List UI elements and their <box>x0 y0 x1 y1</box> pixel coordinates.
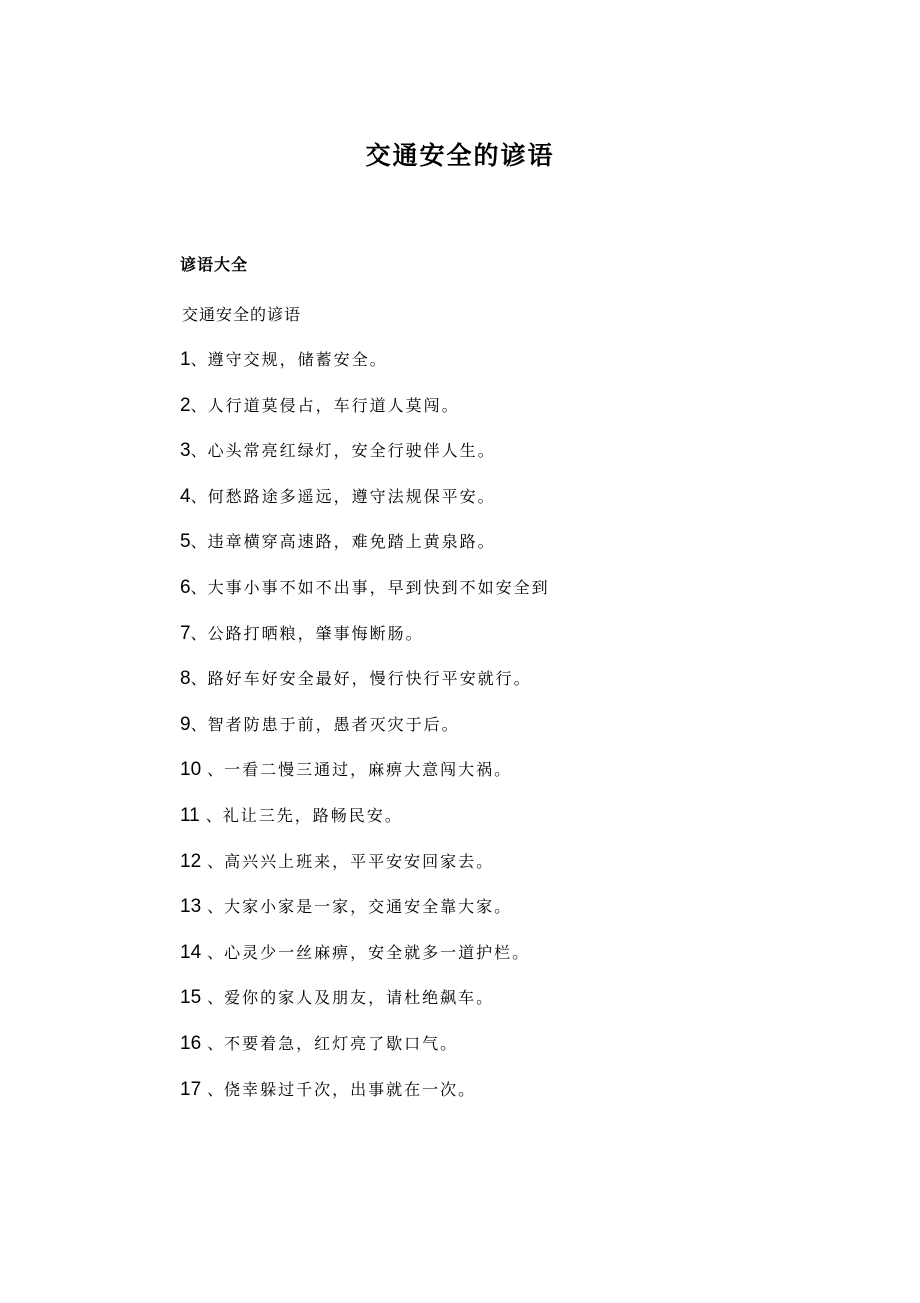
proverb-text: 路好车好安全最好，慢行快行平安就行。 <box>207 669 532 689</box>
proverb-separator: 、 <box>190 532 208 552</box>
proverb-text: 侥幸躲过千次，出事就在一次。 <box>224 1079 477 1099</box>
proverb-number: 4 <box>180 485 191 507</box>
proverb-text: 不要着急，红灯亮了歇口气。 <box>224 1033 459 1053</box>
proverb-text: 公路打晒粮，肇事悔断肠。 <box>207 623 424 643</box>
proverb-number: 15 <box>180 987 202 1009</box>
list-item <box>180 1075 820 1121</box>
proverb-number: 3 <box>180 440 191 462</box>
proverb-number: 7 <box>180 622 191 644</box>
proverb-text: 何愁路途多遥远，遵守法规保平安。 <box>207 486 496 506</box>
proverb-number: 17 <box>180 1078 202 1100</box>
list-item <box>180 527 820 573</box>
proverb-separator: 、 <box>190 577 208 597</box>
list-item <box>180 710 820 756</box>
proverb-text: 心灵少一丝麻痹，安全就多一道护栏。 <box>224 942 531 962</box>
proverb-separator: 、 <box>190 623 208 643</box>
proverb-separator: 、 <box>207 988 225 1008</box>
list-item <box>180 801 820 847</box>
proverb-number: 2 <box>180 394 191 416</box>
list-item <box>180 938 820 984</box>
list-item <box>180 847 820 893</box>
proverb-text: 礼让三先，路畅民安。 <box>222 805 403 825</box>
proverb-text: 人行道莫侵占，车行道人莫闯。 <box>207 395 460 415</box>
list-item <box>180 1029 820 1075</box>
proverb-number: 1 <box>180 349 191 370</box>
proverb-separator: 、 <box>190 669 208 689</box>
proverb-separator: 、 <box>190 441 208 461</box>
proverb-number: 13 <box>180 896 202 918</box>
proverb-text: 大事小事不如不出事，早到快到不如安全到 <box>207 577 550 597</box>
proverb-text: 爱你的家人及朋友，请杜绝飙车。 <box>224 988 495 1008</box>
list-item <box>180 436 820 482</box>
proverb-separator: 、 <box>190 486 208 506</box>
proverb-number: 10 <box>180 759 202 781</box>
proverb-separator: 、 <box>207 1079 225 1099</box>
proverb-separator: 、 <box>207 851 225 871</box>
list-item <box>180 619 820 665</box>
proverb-number: 6 <box>180 576 191 598</box>
proverb-number: 12 <box>180 850 202 872</box>
proverb-number: 16 <box>180 1032 202 1054</box>
proverb-text: 大家小家是一家，交通安全靠大家。 <box>224 897 513 917</box>
proverb-text: 高兴兴上班来，平平安安回家去。 <box>224 851 495 871</box>
proverb-text: 一看二慢三通过，麻痹大意闯大祸。 <box>224 760 513 780</box>
list-item <box>180 391 820 437</box>
list-item <box>180 573 820 619</box>
proverb-number: 5 <box>180 531 191 553</box>
proverb-text: 遵守交规，储蓄安全。 <box>207 350 388 369</box>
proverb-text: 违章横穿高速路，难免踏上黄泉路。 <box>207 532 496 552</box>
proverb-number: 14 <box>180 941 202 963</box>
list-item <box>180 755 820 801</box>
proverb-separator: 、 <box>207 1033 225 1053</box>
section-heading: 谚语大全 <box>180 255 249 274</box>
list-item <box>180 892 820 938</box>
proverb-text: 心头常亮红绿灯，安全行驶伴人生。 <box>207 441 496 461</box>
list-item <box>180 345 820 391</box>
proverb-number: 8 <box>180 668 191 690</box>
proverb-number: 9 <box>180 713 191 735</box>
proverb-separator: 、 <box>190 714 208 734</box>
list-item <box>180 664 820 710</box>
page-title: 交通安全的谚语 <box>365 141 555 170</box>
sub-heading: 交通安全的谚语 <box>182 305 302 324</box>
proverb-separator: 、 <box>205 805 223 825</box>
list-item <box>180 482 820 528</box>
proverb-separator: 、 <box>207 760 225 780</box>
proverb-separator: 、 <box>190 395 208 415</box>
proverb-separator: 、 <box>190 350 208 369</box>
proverb-number: 11 <box>180 804 200 826</box>
proverb-list <box>180 345 820 1120</box>
list-item <box>180 983 820 1029</box>
proverb-separator: 、 <box>207 942 225 962</box>
proverb-text: 智者防患于前，愚者灭灾于后。 <box>207 714 460 734</box>
proverb-separator: 、 <box>207 897 225 917</box>
